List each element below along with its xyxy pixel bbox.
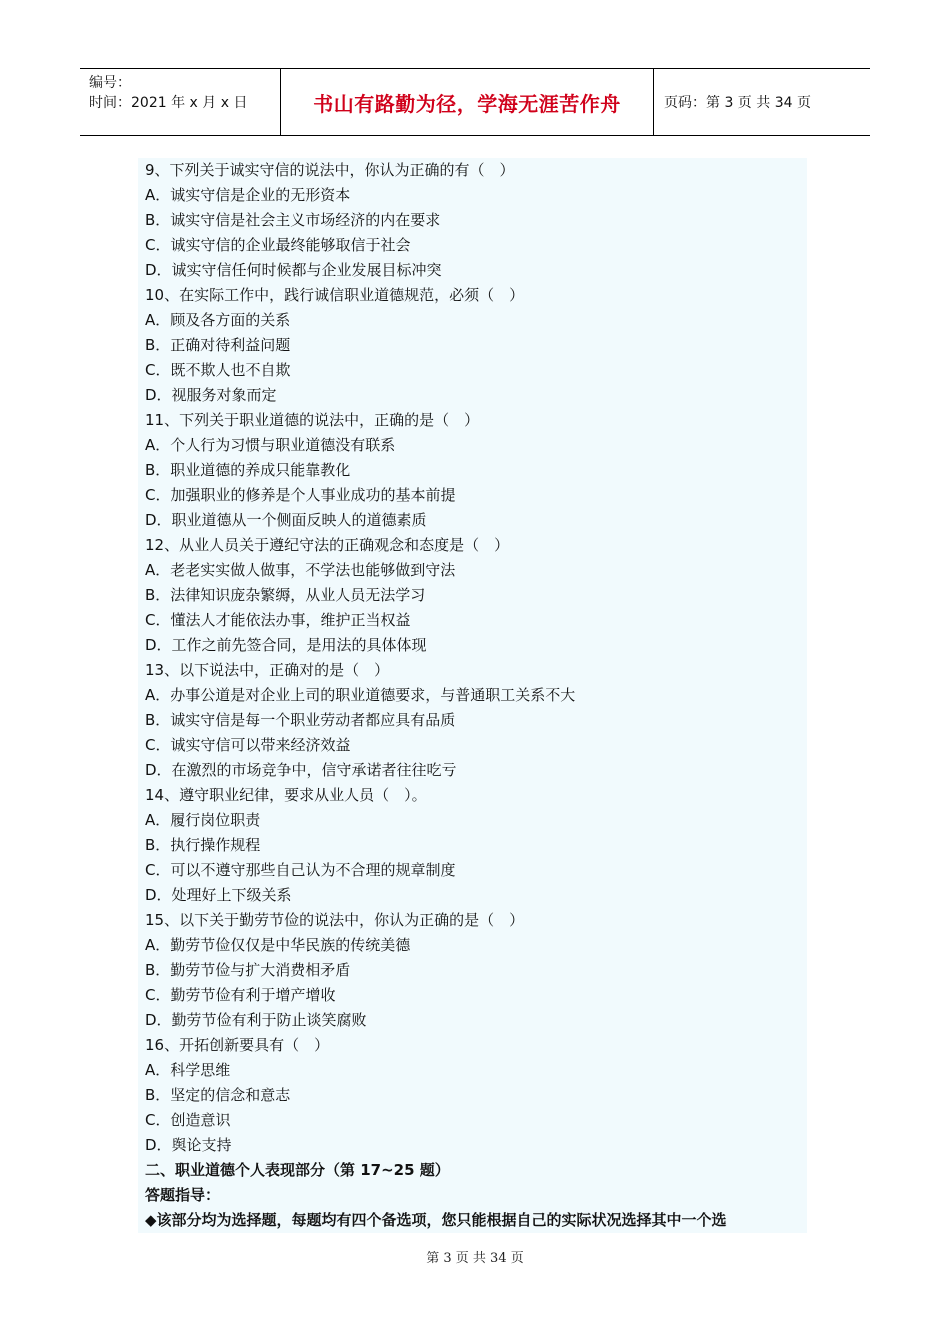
text-line: 14、遵守职业纪律，要求从业人员（ ）。 (145, 786, 427, 804)
text-line: 二、职业道德个人表现部分（第 17~25 题） (145, 1161, 450, 1179)
text-line: C．既不欺人也不自欺 (145, 361, 291, 379)
text-line: B．坚定的信念和意志 (145, 1086, 291, 1104)
header-meta-cell (80, 69, 281, 135)
text-line: C．诚实守信可以带来经济效益 (145, 736, 351, 754)
text-line: B．诚实守信是社会主义市场经济的内在要求 (145, 211, 441, 229)
text-line: D．职业道德从一个侧面反映人的道德素质 (145, 511, 427, 529)
header-motto: 书山有路勤为径，学海无涯苦作舟 (281, 69, 654, 135)
header-table (80, 68, 870, 136)
text-line: 15、以下关于勤劳节俭的说法中，你认为正确的是（ ） (145, 911, 525, 929)
text-line: C．创造意识 (145, 1111, 231, 1129)
text-line: A．个人行为习惯与职业道德没有联系 (145, 436, 396, 454)
text-line: C．可以不遵守那些自己认为不合理的规章制度 (145, 861, 456, 879)
text-line: D．处理好上下级关系 (145, 886, 292, 904)
header-page-label: 页码：第 3 页 共 34 页 (664, 95, 811, 111)
text-line: B．执行操作规程 (145, 836, 261, 854)
text-line: C．懂法人才能依法办事，维护正当权益 (145, 611, 411, 629)
document-body (145, 158, 805, 1233)
text-line: B．勤劳节俭与扩大消费相矛盾 (145, 961, 351, 979)
number-label: 编号： (89, 75, 131, 91)
text-line: D．舆论支持 (145, 1136, 232, 1154)
text-line: A．老老实实做人做事，不学法也能够做到守法 (145, 561, 456, 579)
text-line: A．顾及各方面的关系 (145, 311, 291, 329)
text-line: 16、开拓创新要具有（ ） (145, 1036, 330, 1054)
text-line: A．诚实守信是企业的无形资本 (145, 186, 351, 204)
text-line: C．勤劳节俭有利于增产增收 (145, 986, 336, 1004)
text-line: 9、下列关于诚实守信的说法中，你认为正确的有（ ） (145, 161, 515, 179)
text-line: D．勤劳节俭有利于防止谈笑腐败 (145, 1011, 367, 1029)
page-footer: 第 3 页 共 34 页 (426, 1251, 524, 1266)
text-line: B．正确对待利益问题 (145, 336, 291, 354)
text-line: D．诚实守信任何时候都与企业发展目标冲突 (145, 261, 442, 279)
text-line: B．诚实守信是每一个职业劳动者都应具有品质 (145, 711, 456, 729)
text-line: 答题指导： (145, 1186, 221, 1204)
text-line: C．诚实守信的企业最终能够取信于社会 (145, 236, 411, 254)
text-line: A．履行岗位职责 (145, 811, 261, 829)
text-line: C．加强职业的修养是个人事业成功的基本前提 (145, 486, 456, 504)
text-line: D．在激烈的市场竞争中，信守承诺者往往吃亏 (145, 761, 457, 779)
text-line: 13、以下说法中，正确对的是（ ） (145, 661, 390, 679)
text-line: 11、下列关于职业道德的说法中，正确的是（ ） (145, 411, 480, 429)
text-line: B．职业道德的养成只能靠教化 (145, 461, 351, 479)
time-label: 时间：2021 年 x 月 x 日 (89, 95, 248, 111)
text-line: 12、从业人员关于遵纪守法的正确观念和态度是（ ） (145, 536, 510, 554)
text-line: D．工作之前先签合同，是用法的具体体现 (145, 636, 427, 654)
text-line: D．视服务对象而定 (145, 386, 277, 404)
text-line: A．办事公道是对企业上司的职业道德要求，与普通职工关系不大 (145, 686, 576, 704)
text-line: A．勤劳节俭仅仅是中华民族的传统美德 (145, 936, 411, 954)
text-line: 10、在实际工作中，践行诚信职业道德规范，必须（ ） (145, 286, 525, 304)
text-line: B．法律知识庞杂繁缛，从业人员无法学习 (145, 586, 426, 604)
text-line: ◆该部分均为选择题，每题均有四个备选项，您只能根据自己的实际状况选择其中一个选 (145, 1211, 727, 1229)
text-line: A．科学思维 (145, 1061, 231, 1079)
